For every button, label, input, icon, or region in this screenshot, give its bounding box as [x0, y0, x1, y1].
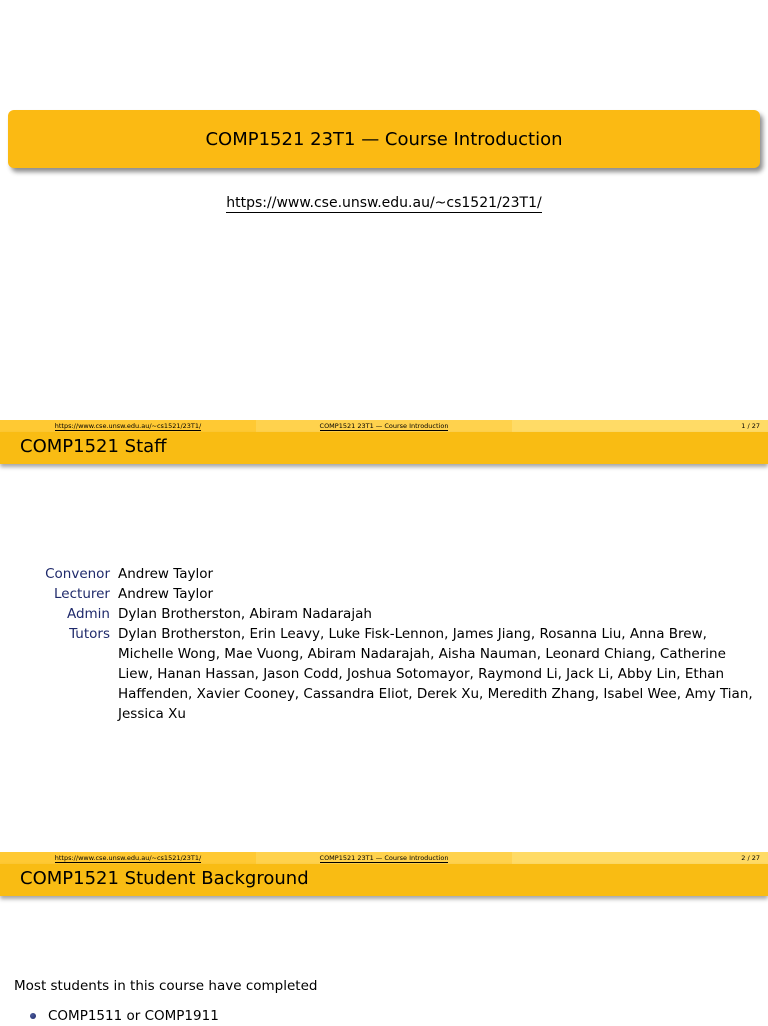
staff-row [0, 564, 768, 584]
staff-label: Admin [66, 606, 110, 622]
staff-row [0, 604, 768, 624]
staff-label: Tutors [69, 626, 110, 642]
course-url-link[interactable]: https://www.cse.unsw.edu.au/~cs1521/23T1/ [226, 195, 542, 211]
staff-row [0, 584, 768, 604]
background-intro: Most students in this course have completed [14, 978, 318, 994]
staff-label: Lecturer [54, 586, 110, 602]
footline [0, 420, 768, 432]
footline-title-link[interactable]: COMP1521 23T1 — Course Introduction [319, 854, 449, 862]
staff-label: Convenor [45, 566, 110, 582]
footline-title-link[interactable]: COMP1521 23T1 — Course Introduction [319, 422, 449, 430]
page-number: 1 / 27 [512, 420, 768, 432]
staff-row [0, 624, 768, 724]
course-url-line [0, 195, 768, 211]
frame-title-staff: COMP1521 Staff [0, 432, 768, 464]
staff-list [0, 564, 768, 724]
footline-url-link[interactable]: https://www.cse.unsw.edu.au/~cs1521/23T1/ [54, 854, 202, 862]
list-item [30, 1006, 219, 1026]
footline [0, 852, 768, 864]
frame-title-background: COMP1521 Student Background [0, 864, 768, 896]
staff-value: Andrew Taylor [118, 586, 214, 602]
course-title: COMP1521 23T1 — Course Introduction [205, 128, 563, 150]
page-number: 2 / 27 [512, 852, 768, 864]
bullet-ball-icon [30, 1013, 36, 1019]
staff-value: Dylan Brotherston, Abiram Nadarajah [118, 606, 372, 622]
title-slide-banner [8, 110, 760, 168]
footline-url-link[interactable]: https://www.cse.unsw.edu.au/~cs1521/23T1/ [54, 422, 202, 430]
staff-value: Andrew Taylor [118, 566, 214, 582]
staff-value: Dylan Brotherston, Erin Leavy, Luke Fisk-Lennon, James Jiang, Rosanna Liu, Anna Brew, Michelle Wong, Mae Vuong, Abiram Nadarajah, Aisha Nauman, Leonard Chiang, Catherine Liew, Hanan Hassan, Jason Codd, Joshua Sotomayor, Raymond Li, Jack Li, Abby Lin, Ethan Haffenden, Xavier Cooney, Cassandra Eliot, Derek Xu, Meredith Zhang, Isabel Wee, Amy Tian, Jessica Xu [118, 626, 753, 722]
list-item-text: COMP1511 or COMP1911 [48, 1008, 219, 1024]
